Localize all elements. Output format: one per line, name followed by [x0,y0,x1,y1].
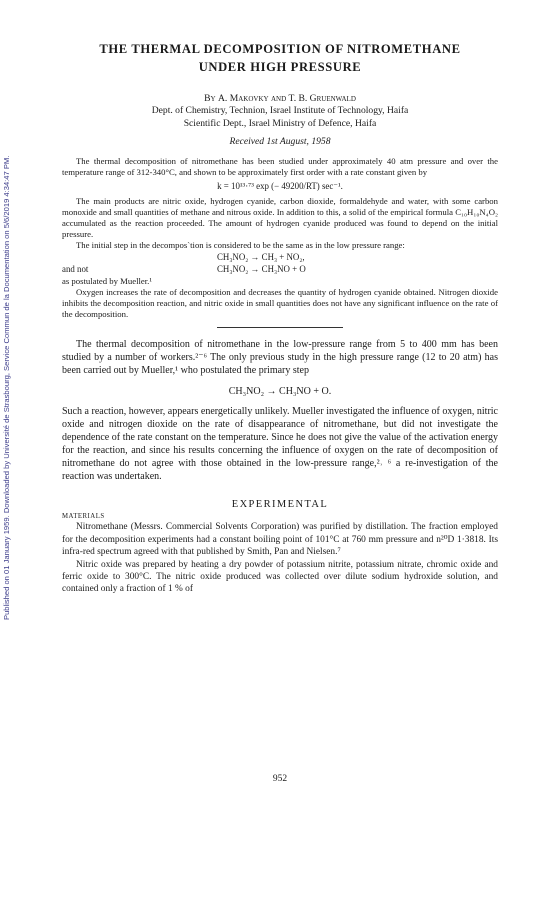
abstract-paragraph-2: The main products are nitric oxide, hydrogen cyanide, carbon dioxide, formaldehyde and water, with some carbon monoxide and small quantities of methane and nitrous oxide. In addition to this, a solid of the empirical formula C₁₀H₁₀N₄O₂ accumulated as the reaction proceeded. The amount of hydrogen cyanide produced was found to depend on the initial pressure. [62,195,498,240]
received-date-text: Received 1st August, 1958 [229,136,331,147]
equation-2: CH₃NO₂ → CH₃NO + O [217,263,306,274]
intro-paragraph-2: Such a reaction, however, appears energetically unlikely. Mueller investigated the influence of oxygen, nitric oxide and nitrogen dioxide on the rate of disappearance of nitromethane, but did not investigate the dependence of the rate constant on the temperature. Since he does not give the value of the activation energy for the reaction, and since his results concerning the influence of oxygen on the rate of decomposition of nitromethane do not agree with those obtained in the low-pressure range,²˒ ⁶ a re-investigation of the reaction was undertaken. [62,406,498,483]
experimental-paragraph-1: Nitromethane (Messrs. Commercial Solvents Corporation) was purified by distillation. The fraction employed for the decomposition experiments had a constant boiling point of 101°C at 760 mm pressure and n²⁰D 1·3818. Its infra-red spectrum agreed with that published by Smith, Pan and Nielsen.⁷ [62,522,498,558]
affiliation-1: Dept. of Chemistry, Technion, Israel Institute of Technology, Haifa [151,105,409,116]
materials-subheading: MATERIALS [62,513,105,521]
download-watermark-text: Published on 01 January 1959. Downloaded by Université de Strasbourg, Service Commun de la Documentation on 5/6/2019 4:34:47 PM. [2,155,11,620]
introduction [62,338,498,483]
by-word: By [204,93,216,104]
abstract-paragraph-4: Oxygen increases the rate of decomposition and decreases the quantity of hydrogen cyanide obtained. Nitrogen dioxide inhibits the decomposition reaction, and nitric oxide in small quantities does not have any significant influence on the rate of the decomposition. [62,286,498,320]
equation-1: CH₃NO₂ → CH₃ + NO₂, [217,251,305,262]
page-number: 952 [272,774,288,784]
experimental-text [62,521,498,595]
and-word: and [270,93,287,104]
and-not-label: and not [62,263,89,274]
postulated-line: as postulated by Mueller.¹ [62,275,152,286]
abstract [62,156,498,320]
title-line-2: UNDER HIGH PRESSURE [198,60,362,74]
abstract-paragraph-3: The initial step in the decompos`tion is considered to be the same as in the low pressure range: [76,240,405,251]
author-1: A. Makovky [217,93,269,104]
section-divider [217,327,343,328]
experimental-paragraph-2: Nitric oxide was prepared by heating a dry powder of potassium nitrite, potassium nitrate, chromic oxide and ferric oxide to 300°C. The nitric oxide produced was collected over dilute sodium hydroxide solution, and contained only a fraction of 1 % of [62,559,498,595]
affiliation-2: Scientific Dept., Israel Ministry of Defence, Haifa [183,117,377,129]
title-line-1: THE THERMAL DECOMPOSITION OF NITROMETHANE [99,42,461,56]
equation-row-1 [62,252,498,264]
primary-step-equation: CH₃NO₂ → CH₃NO + O. [228,386,332,398]
rate-equation: k = 10¹³·⁷³ exp (− 49200/RT) sec⁻¹. [217,181,343,192]
abstract-paragraph-1: The thermal decomposition of nitromethane has been studied under approximately 40 atm pressure and over the temperature range of 312-340°C, and shown to be approximately first order with a rate constant given by [62,156,498,178]
author-line [62,92,498,105]
equation-row-2 [62,264,498,276]
intro-paragraph-1: The thermal decomposition of nitromethane in the low-pressure range from 5 to 400 mm has been studied by a number of workers.²⁻⁶ The only previous study in the high pressure range (12 to 20 atm) has been carried out by Mueller,¹ who postulated the primary step [62,339,498,377]
paper-page [62,40,498,784]
download-watermark [1,20,15,620]
received-date [62,136,498,147]
author-2: T. B. Gruenwald [288,93,356,104]
paper-title [62,40,498,76]
experimental-heading: EXPERIMENTAL [231,499,329,511]
